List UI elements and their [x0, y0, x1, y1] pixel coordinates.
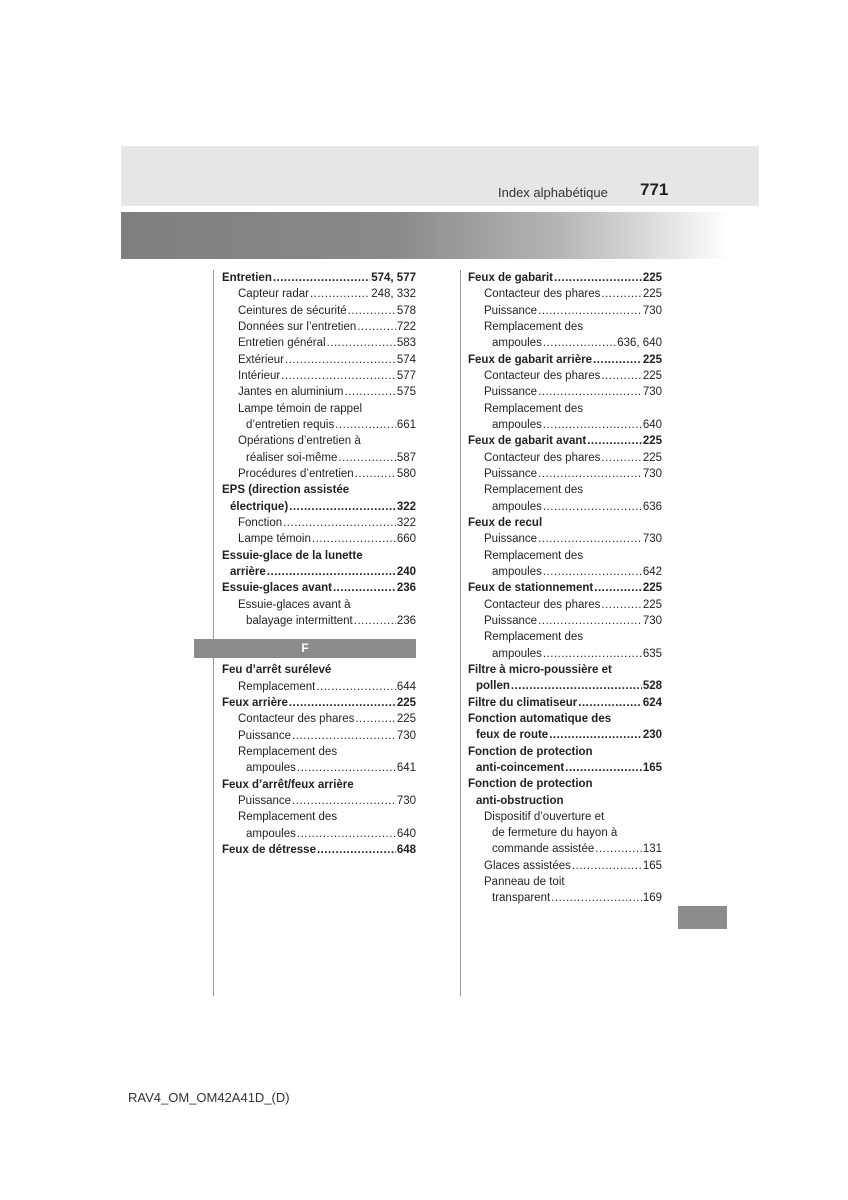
index-entry [222, 662, 416, 678]
dot-leader [283, 515, 396, 531]
index-entry [222, 548, 416, 564]
index-entry [468, 629, 662, 645]
dot-leader [601, 450, 641, 466]
index-entry [222, 597, 416, 613]
index-entry-page: 225 [642, 451, 662, 464]
index-entry [468, 580, 662, 596]
index-entry-label: Feu d’arrêt surélevé [222, 664, 332, 677]
index-entry-page: 730 [642, 614, 662, 627]
index-entry-page: 225 [642, 369, 662, 382]
index-entry-page: 730 [396, 794, 416, 807]
index-entry [468, 531, 662, 547]
index-entry [468, 825, 662, 841]
index-entry-page: 322 [396, 516, 416, 529]
index-entry-page: 225 [642, 353, 662, 366]
dot-leader [543, 646, 642, 662]
index-entry-label: anti-obstruction [476, 794, 564, 807]
dot-leader [310, 286, 370, 302]
index-entry-label: arrière [230, 565, 266, 578]
dot-leader [357, 319, 396, 335]
index-entry [468, 858, 662, 874]
index-entry [222, 564, 416, 580]
index-entry-label: Contacteur des phares [484, 598, 601, 611]
index-entry [468, 744, 662, 760]
index-list-f-continued [468, 270, 662, 907]
dot-leader [594, 580, 642, 596]
index-entry-label: Remplacement des [484, 320, 584, 333]
index-entry-page: 225 [396, 696, 416, 709]
index-entry-label: Essuie-glaces avant [222, 582, 332, 595]
index-entry [468, 841, 662, 857]
index-entry [222, 515, 416, 531]
index-entry [468, 303, 662, 319]
dot-leader [355, 711, 395, 727]
index-entry [468, 417, 662, 433]
index-entry-page: 635 [642, 647, 662, 660]
dot-leader [551, 890, 642, 906]
index-entry-page: 660 [396, 533, 416, 546]
dot-leader [312, 531, 396, 547]
index-entry-page: 574 [396, 353, 416, 366]
left-column-rule [213, 270, 214, 996]
index-column-right [468, 270, 662, 907]
index-entry-page: 225 [642, 288, 662, 301]
dot-leader [289, 499, 396, 515]
index-entry-label: Lampe témoin [238, 533, 311, 546]
index-entry-label: EPS (direction assistée [222, 484, 350, 497]
index-entry-label: Filtre à micro-poussière et [468, 663, 612, 676]
section-thumb-tab [678, 906, 727, 929]
dot-leader [354, 613, 396, 629]
index-entry-label: ampoules [246, 762, 296, 775]
index-entry-page: 577 [396, 369, 416, 382]
dot-leader [333, 580, 396, 596]
index-entry [468, 695, 662, 711]
index-entry-label: Ceintures de sécurité [238, 304, 347, 317]
dot-leader [587, 433, 642, 449]
index-entry [222, 826, 416, 842]
index-entry [468, 548, 662, 564]
index-entry-label: Puissance [238, 794, 292, 807]
index-entry [222, 417, 416, 433]
dot-leader [578, 695, 642, 711]
index-entry-page: 641 [396, 762, 416, 775]
index-entry-label: Glaces assistées [484, 859, 571, 872]
index-entry [222, 499, 416, 515]
dot-leader [601, 597, 641, 613]
index-entry [468, 597, 662, 613]
index-entry [468, 874, 662, 890]
index-entry [222, 433, 416, 449]
index-entry [222, 450, 416, 466]
index-entry [222, 728, 416, 744]
dot-leader [538, 384, 642, 400]
index-entry-label: Feux de gabarit [468, 272, 553, 284]
index-entry [468, 368, 662, 384]
dot-leader [317, 842, 396, 858]
index-entry [468, 809, 662, 825]
index-entry [222, 335, 416, 351]
index-entry-label: Puissance [484, 614, 538, 627]
dot-leader [601, 286, 641, 302]
dot-leader [297, 826, 396, 842]
index-entry [222, 270, 416, 286]
dot-leader [355, 466, 396, 482]
index-entry-page: 636, 640 [617, 337, 662, 350]
dot-leader [344, 384, 395, 400]
index-entry-label: Lampe témoin de rappel [238, 402, 363, 415]
index-entry-label: Contacteur des phares [484, 369, 601, 382]
dot-leader [511, 678, 642, 694]
dot-leader [595, 841, 642, 857]
index-entry [222, 303, 416, 319]
index-entry [468, 760, 662, 776]
index-entry-label: ampoules [246, 827, 296, 840]
index-entry [468, 776, 662, 792]
index-entry [468, 793, 662, 809]
index-entry [468, 662, 662, 678]
index-entry-label: Contacteur des phares [484, 288, 601, 301]
index-entry-label: Extérieur [238, 353, 285, 366]
dot-leader [289, 695, 396, 711]
index-entry [468, 678, 662, 694]
index-entry-label: Remplacement des [484, 631, 584, 644]
index-list-e [222, 270, 416, 629]
index-entry [222, 401, 416, 417]
dot-leader [327, 335, 396, 351]
index-entry-page: 248, 332 [371, 288, 416, 301]
dot-leader [281, 368, 396, 384]
index-entry [222, 613, 416, 629]
index-entry-page: 165 [642, 859, 662, 872]
index-entry-page: 587 [396, 451, 416, 464]
index-entry-page: 225 [642, 598, 662, 611]
index-entry-label: Remplacement des [484, 402, 584, 415]
index-entry-label: Contacteur des phares [238, 713, 355, 726]
dot-leader [543, 499, 642, 515]
index-entry-page: 225 [642, 272, 662, 284]
index-entry-page: 575 [396, 386, 416, 399]
index-entry-label: transparent [492, 892, 551, 905]
index-entry-label: Feux arrière [222, 696, 288, 709]
index-entry-page: 322 [396, 500, 416, 513]
index-entry [468, 890, 662, 906]
index-list-f [222, 662, 416, 858]
index-entry-label: Fonction automatique des [468, 712, 612, 725]
index-entry-page: 624 [642, 696, 662, 709]
index-entry-page: 642 [642, 565, 662, 578]
index-entry-page: 165 [642, 761, 662, 774]
index-entry-label: ampoules [492, 500, 542, 513]
index-entry [468, 499, 662, 515]
index-entry-label: Remplacement des [484, 549, 584, 562]
dot-leader [543, 417, 642, 433]
index-entry [468, 352, 662, 368]
dot-leader [292, 793, 396, 809]
index-entry-page: 240 [396, 565, 416, 578]
index-entry-label: Remplacement des [238, 745, 338, 758]
index-entry [468, 564, 662, 580]
index-entry [468, 335, 662, 351]
index-entry-label: Intérieur [238, 369, 281, 382]
dot-leader [273, 270, 370, 286]
dot-leader [543, 335, 616, 351]
dot-leader [538, 303, 642, 319]
dot-leader [348, 303, 396, 319]
index-entry-page: 574, 577 [371, 272, 416, 284]
index-entry-label: Fonction de protection [468, 778, 593, 791]
dot-leader [316, 679, 395, 695]
page-title: Index alphabétique [498, 185, 608, 200]
index-entry-label: d’entretien requis [246, 418, 335, 431]
index-entry [222, 466, 416, 482]
index-entry [222, 531, 416, 547]
index-entry [222, 695, 416, 711]
index-entry-label: Entretien [222, 272, 272, 284]
index-entry [222, 580, 416, 596]
index-entry-label: Entretien général [238, 337, 326, 350]
index-entry-label: électrique) [230, 500, 289, 513]
index-entry-label: Opérations d’entretien à [238, 435, 361, 448]
index-entry [222, 368, 416, 384]
dot-leader [549, 727, 642, 743]
page-number: 771 [640, 180, 669, 199]
index-entry-page: 225 [396, 713, 416, 726]
index-entry-label: Essuie-glace de la lunette [222, 549, 363, 562]
index-entry [222, 793, 416, 809]
index-entry-page: 648 [396, 843, 416, 856]
dot-leader [572, 858, 642, 874]
dot-leader [554, 270, 642, 286]
index-entry [468, 613, 662, 629]
index-entry-page: 661 [396, 418, 416, 431]
index-entry-label: Capteur radar [238, 288, 309, 301]
index-entry-label: ampoules [492, 337, 542, 350]
index-entry-label: Feux de gabarit arrière [468, 353, 592, 366]
index-entry-label: ampoules [492, 647, 542, 660]
index-entry [468, 319, 662, 335]
index-entry-page: 169 [642, 892, 662, 905]
index-entry-page: 580 [396, 467, 416, 480]
index-entry-label: Remplacement des [484, 484, 584, 497]
index-entry [222, 319, 416, 335]
index-entry-page: 583 [396, 337, 416, 350]
index-entry-label: anti-coincement [476, 761, 565, 774]
dot-leader [601, 368, 641, 384]
index-entry-label: Filtre du climatiseur [468, 696, 578, 709]
index-entry-page: 730 [642, 304, 662, 317]
dot-leader [565, 760, 642, 776]
dot-leader [538, 613, 642, 629]
index-entry-page: 644 [396, 680, 416, 693]
index-entry [468, 286, 662, 302]
index-entry-page: 730 [396, 729, 416, 742]
dot-leader [267, 564, 396, 580]
index-entry [222, 352, 416, 368]
header-gradient-bar [121, 212, 729, 259]
index-entry-label: Jantes en aluminium [238, 386, 344, 399]
index-entry [468, 482, 662, 498]
index-entry [468, 711, 662, 727]
index-entry [468, 727, 662, 743]
index-entry-label: Dispositif d’ouverture et [484, 810, 605, 823]
index-entry-label: Panneau de toit [484, 876, 565, 889]
index-entry-page: 730 [642, 467, 662, 480]
index-entry-page: 236 [396, 582, 416, 595]
dot-leader [297, 760, 396, 776]
index-entry-label: Puissance [238, 729, 292, 742]
index-entry-label: Essuie-glaces avant à [238, 598, 351, 611]
right-column-rule [460, 270, 461, 996]
index-entry-page: 722 [396, 320, 416, 333]
dot-leader [335, 417, 396, 433]
index-entry [468, 515, 662, 531]
index-entry [468, 646, 662, 662]
index-entry-page: 730 [642, 533, 662, 546]
index-entry-page: 578 [396, 304, 416, 317]
index-entry-label: ampoules [492, 565, 542, 578]
index-entry-label: feux de route [476, 729, 549, 742]
index-entry-page: 636 [642, 500, 662, 513]
index-entry-page: 131 [642, 843, 662, 856]
dot-leader [543, 564, 642, 580]
index-entry-label: pollen [476, 680, 510, 693]
index-entry-page: 225 [642, 435, 662, 448]
index-entry-label: Procédures d’entretien [238, 467, 354, 480]
index-entry-page: 640 [396, 827, 416, 840]
index-entry-label: Contacteur des phares [484, 451, 601, 464]
index-entry-label: Feux de recul [468, 516, 543, 529]
index-column-left [222, 270, 416, 858]
index-entry-page: 528 [642, 680, 662, 693]
index-entry-page: 730 [642, 386, 662, 399]
index-entry [222, 384, 416, 400]
index-entry [468, 401, 662, 417]
index-entry [222, 744, 416, 760]
index-entry-label: Remplacement des [238, 811, 338, 824]
index-entry [468, 466, 662, 482]
index-entry-label: Feux de détresse [222, 843, 316, 856]
index-entry-label: Feux de gabarit avant [468, 435, 587, 448]
index-entry [222, 679, 416, 695]
index-entry-label: Feux de stationnement [468, 582, 594, 595]
index-entry-label: Puissance [484, 533, 538, 546]
index-entry-page: 640 [642, 418, 662, 431]
index-entry [222, 711, 416, 727]
index-entry-label: réaliser soi-même [246, 451, 338, 464]
index-entry-label: ampoules [492, 418, 542, 431]
index-entry-page: 236 [396, 614, 416, 627]
index-entry-label: Puissance [484, 304, 538, 317]
index-entry-label: balayage intermittent [246, 614, 353, 627]
index-entry-label: de fermeture du hayon à [492, 827, 618, 840]
index-entry [222, 842, 416, 858]
index-entry [468, 270, 662, 286]
dot-leader [338, 450, 395, 466]
index-entry-page: 225 [642, 582, 662, 595]
index-entry [222, 809, 416, 825]
dot-leader [593, 352, 642, 368]
index-entry [222, 286, 416, 302]
index-entry-label: Fonction de protection [468, 745, 593, 758]
index-entry-label: Feux d’arrêt/feux arrière [222, 778, 354, 791]
index-entry-label: commande assistée [492, 843, 595, 856]
dot-leader [285, 352, 396, 368]
section-header-f: F [194, 639, 416, 658]
dot-leader [538, 466, 642, 482]
index-entry-label: Fonction [238, 516, 283, 529]
index-entry-label: Puissance [484, 467, 538, 480]
index-entry [222, 482, 416, 498]
index-entry-label: Remplacement [238, 680, 316, 693]
index-entry [222, 777, 416, 793]
footer-document-code: RAV4_OM_OM42A41D_(D) [128, 1090, 290, 1105]
index-entry-page: 230 [642, 729, 662, 742]
dot-leader [538, 531, 642, 547]
index-entry [468, 433, 662, 449]
index-entry-label: Données sur l’entretien [238, 320, 357, 333]
index-entry-label: Puissance [484, 386, 538, 399]
index-entry [222, 760, 416, 776]
index-entry [468, 450, 662, 466]
index-entry [468, 384, 662, 400]
dot-leader [292, 728, 396, 744]
